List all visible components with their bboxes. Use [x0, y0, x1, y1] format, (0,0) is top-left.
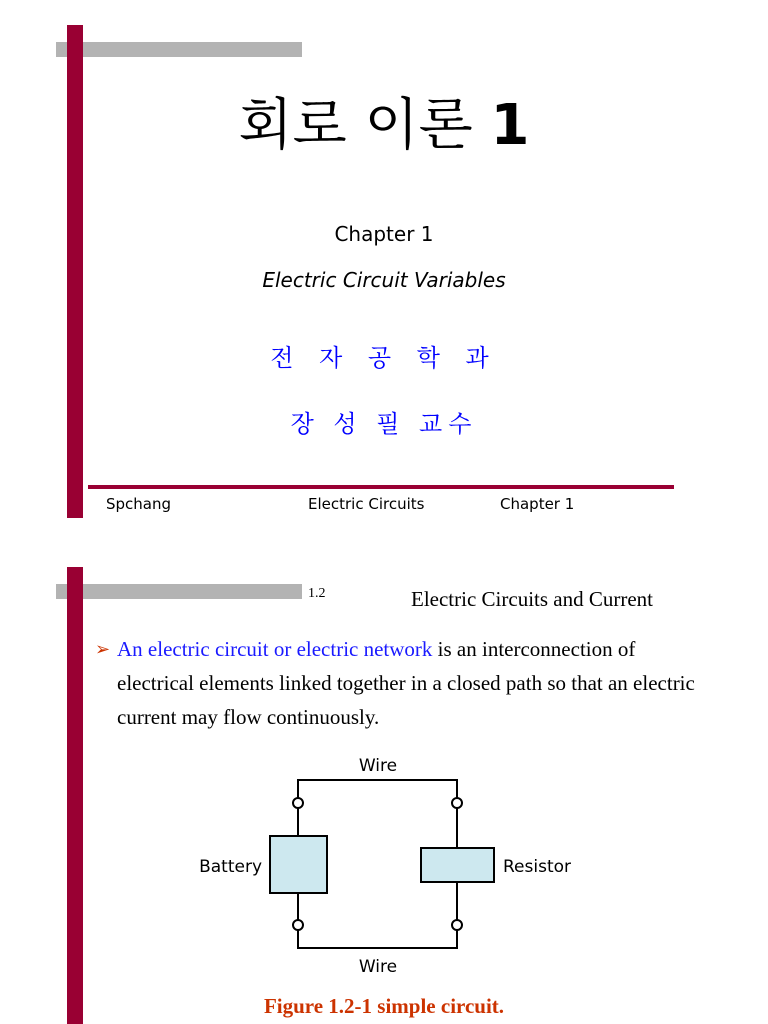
footer-course: Electric Circuits	[308, 495, 425, 513]
footer-divider	[88, 485, 674, 489]
chapter-label: Chapter 1	[334, 222, 434, 246]
top-wire	[298, 780, 457, 798]
footer-author: Spchang	[106, 495, 172, 513]
title-text: 회로 이론	[238, 93, 473, 158]
bullet-arrow-icon: ➢	[95, 639, 111, 659]
slide2-gray-bar	[56, 584, 302, 599]
slide1-gray-bar	[56, 42, 302, 57]
slide1-title	[0, 93, 768, 158]
battery-icon	[270, 836, 327, 893]
bullet-paragraph	[95, 632, 695, 734]
simple-circuit-diagram	[190, 748, 590, 984]
department-name: 전 자 공 학 과	[270, 344, 498, 372]
slide2-left-accent-bar	[67, 567, 83, 1024]
terminal-icon	[293, 920, 303, 930]
bullet-text: is an interconnection of electrical elements linked together in a closed path so that an electric current may flow continuously.	[117, 637, 695, 729]
bullet-highlight: An electric circuit or electric network	[117, 637, 433, 661]
terminal-icon	[452, 798, 462, 808]
terminal-icon	[452, 920, 462, 930]
battery-label: Battery	[199, 857, 262, 877]
resistor-icon	[421, 848, 494, 882]
slide-number: 1.2	[308, 586, 326, 601]
footer-chapter: Chapter 1	[500, 495, 575, 513]
resistor-label: Resistor	[503, 857, 571, 877]
top-wire-label: Wire	[358, 756, 398, 776]
title-number: 1	[490, 93, 530, 158]
terminal-icon	[293, 798, 303, 808]
bottom-wire-label: Wire	[358, 957, 398, 977]
slide-heading: Electric Circuits and Current	[411, 587, 654, 611]
figure-caption: Figure 1.2-1 simple circuit.	[263, 994, 505, 1018]
professor-name: 장 성 필 교수	[290, 410, 478, 438]
bottom-wire	[298, 930, 457, 948]
chapter-subtitle: Electric Circuit Variables	[262, 268, 506, 292]
